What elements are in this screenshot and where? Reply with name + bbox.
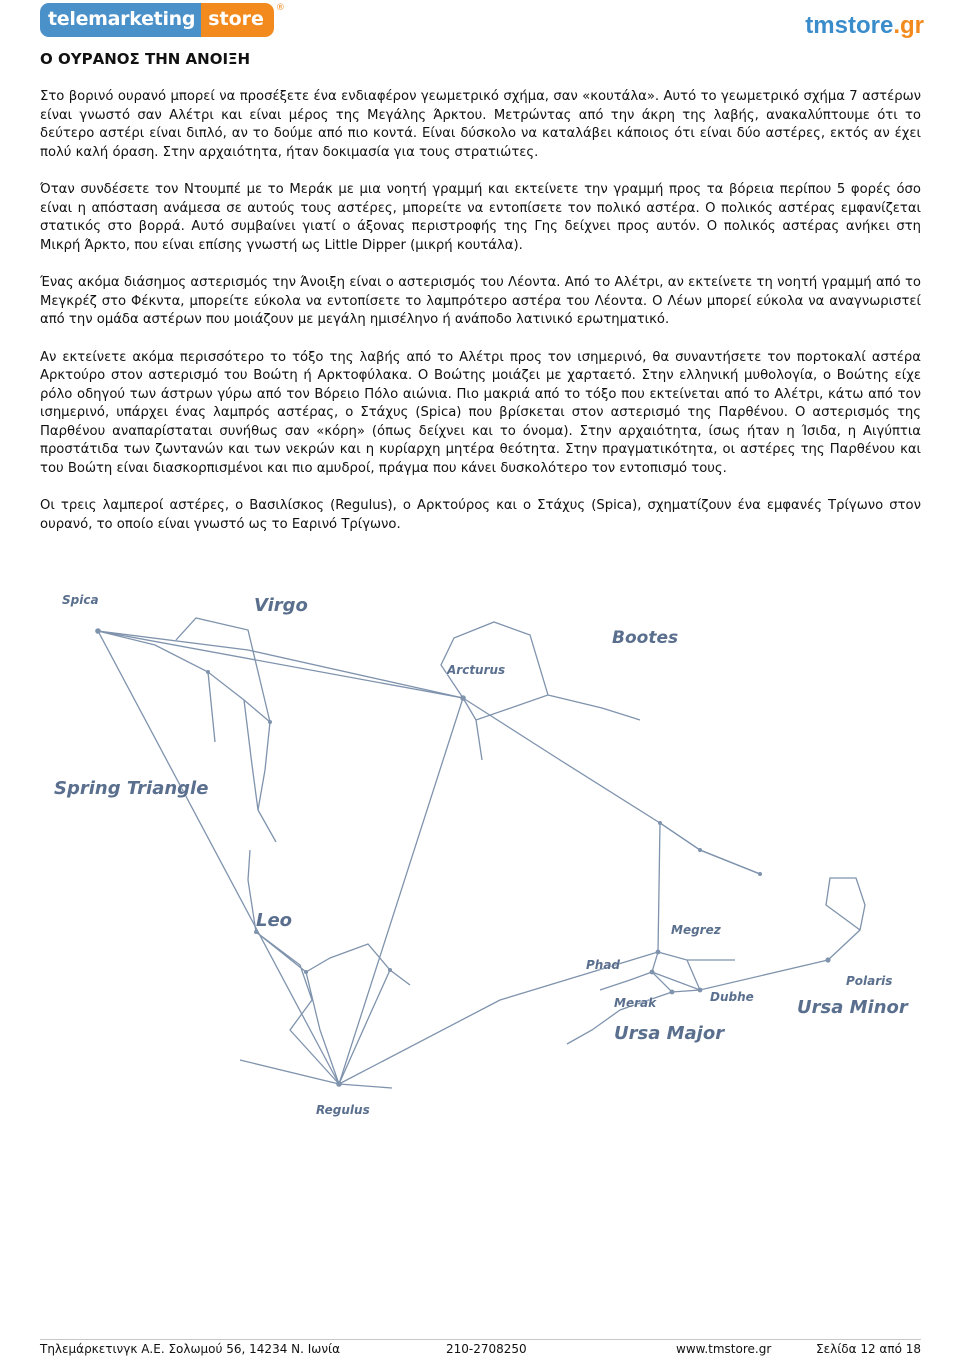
dubhe-star [698, 988, 703, 993]
constellation-lines [98, 618, 865, 1088]
star-chart [40, 575, 921, 1135]
site-brand-name: tmstore [805, 12, 894, 39]
leo-star [388, 968, 392, 972]
ursa-major-bowl-line [652, 952, 700, 992]
pointer-line [652, 960, 828, 990]
bootes-line [476, 720, 482, 760]
leo-line [339, 970, 390, 1084]
paragraph-polaris: Όταν συνδέσετε τον Ντουμπέ με το Μεράκ με μια νοητή γραμμή και εκτείνετε την γραμμή προς τα βόρεια περίπου 5 φορές όσο είναι η απόσταση ανάμεσα σε αυτούς τους αστέρες, μπορείτε να εντοπίσετε τον πολικό αστέρα. Ο πολικός αστέρας εμφανίζεται στατικός στο βορρά. Αυτό συμβαίνει γιατί ο άξονας περιστροφής της Γης δείχνει προς αυτόν. Ο πολικός αστέρας ανήκει στη Μικρή Άρκτο, που είναι επίσης γνωστή ως Little Dipper (μικρή κουτάλα). [40, 182, 921, 253]
virgo-line [244, 700, 258, 810]
bootes-line [548, 695, 640, 720]
paragraph-big-dipper: Στο βορινό ουρανό μπορεί να προσέξετε ένα ενδιαφέρον γεωμετρικό σχήμα, σαν «κουτάλα». Αυτό το γεωμετρικό σχήμα 7 αστέρων είναι γνωστό σαν Αλέτρι και είναι μέρος της Μεγάλης Άρκτου. Μετρώντας από την άκρη της λαβής, ανακαλύπτουμε ότι το δεύτερο αστέρι είναι διπλό, αν το δούμε από πιο κοντά. Είναι δύσκολο να καταλάβει κάποιος ότι είναι δύο αστέρες, εκτός αν έχει πολύ καλή όραση. Στην αρχαιότητα, ήταν δοκιμασία για τους στρατιώτες. [40, 89, 921, 160]
ursa-major-leg-line [600, 972, 652, 990]
megrez-star [656, 950, 661, 955]
merak-star [670, 990, 675, 995]
label-bootes: Bootes [612, 628, 679, 648]
handle-star [758, 872, 762, 876]
label-spring-triangle: Spring Triangle [54, 778, 209, 799]
star-chart-labels [54, 593, 909, 1117]
label-virgo: Virgo [254, 595, 308, 616]
polaris-star [825, 957, 830, 962]
page-title: Ο ΟΥΡΑΝΟΣ ΤΗΝ ΑΝΟΙΞΗ [40, 50, 251, 68]
label-regulus: Regulus [316, 1103, 370, 1117]
site-brand-tld: .gr [893, 12, 924, 39]
virgo-line [98, 631, 270, 722]
label-leo: Leo [256, 910, 293, 931]
paragraph-leo: Ένας ακόμα διάσημος αστερισμός την Άνοιξη είναι ο αστερισμός του Λέοντα. Από το Αλέτρι, αν εκτείνετε τη νοητή γραμμή από το Μεγκρέζ στο Φέκντα, μπορείτε εύκολα να εντοπίσετε το λαμπρότερο αστέρα του Λέοντα. Ο Λέων μπορεί εύκολα να αναγνωριστεί από την ομάδα αστέρων που μοιάζουν με μεγάλη ημισέληνο ή ανάποδο λατινικό ερωτηματικό. [40, 275, 921, 327]
label-megrez: Megrez [671, 923, 721, 937]
footer-phone: 210-2708250 [446, 1342, 527, 1356]
handle-star [698, 848, 702, 852]
phad-star [650, 970, 655, 975]
footer-company: Τηλεμάρκετινγκ Α.Ε. Σολωμού 56, 14234 Ν. Ιωνία [40, 1342, 341, 1356]
label-ursa-minor: Ursa Minor [797, 997, 908, 1018]
paragraph-spring-triangle: Οι τρεις λαμπεροί αστέρες, ο Βασιλίσκος (Regulus), ο Αρκτούρος και ο Στάχυς (Spica), σχηματίζουν ένα εμφανές Τρίγωνο στον ουρανό, το οποίο είναι γνωστό ως το Εαρινό Τρίγωνο. [40, 498, 921, 532]
label-phad: Phad [586, 958, 621, 972]
leo-line [306, 944, 410, 985]
leo-star [304, 970, 308, 974]
arcturus-star [460, 695, 466, 701]
logo-main-text: telemarketing [40, 3, 201, 37]
label-merak: Merak [614, 996, 657, 1010]
label-arcturus: Arcturus [447, 663, 506, 677]
label-polaris: Polaris [846, 974, 893, 988]
logo-store-text: store [201, 3, 274, 37]
label-ursa-major: Ursa Major [614, 1023, 725, 1044]
spring-triangle-line [98, 631, 463, 1084]
footer-website[interactable]: www.tmstore.gr [676, 1342, 772, 1356]
telemarketing-store-logo [40, 3, 285, 37]
page-footer [40, 1339, 921, 1356]
ursa-minor-line [826, 878, 865, 960]
arc-to-arcturus-line [463, 698, 760, 874]
footer-page-number: Σελίδα 12 από 18 [816, 1342, 921, 1356]
virgo-line [208, 672, 215, 742]
virgo-star [268, 720, 272, 724]
handle-star [658, 821, 662, 825]
paragraph-bootes-virgo: Αν εκτείνετε ακόμα περισσότερο το τόξο της λαβής από το Αλέτρι προς τον ισημερινό, θα συναντήσετε τον πορτοκαλί αστέρα Αρκτούρο στον αστερισμό του Βοώτη ή Αρκτοφύλακα. Ο Βοώτης μοιάζει με χαρταετό. Στην ελληνική μυθολογία, ο Βοώτης είχε ρόλο οδηγού των άστρων γύρω από τον Βόρειο Πόλο αιώνια. Πιο μακριά από το τόξο που εκτείνεται από το Αλέτρι, κάτω από τον ισημερινό, υπάρχει ένας λαμπρός αστέρας, ο Στάχυς (Spica) που βρίσκεται στον αστερισμό της Παρθένου. Ο αστερισμός της Παρθένου αναπαρίσταται συνήθως σαν «κόρη» (όπως δείχνει και το όνομα). Στην αρχαιότητα, ίσως ήταν η Ίσιδα, η Αιγύπτια προστάτιδα των ζωντανών και των νεκρών και η κυρίαρχη μητέρα θεότητα. Στην πραγματικότητα, οι αστέρες της Παρθένου και του Βοώτη είναι διασκορπισμένοι και πιο αμυδροί, πράγμα που κάνει δυσκολότερο τον εντοπισμό τους. [40, 349, 921, 476]
leo-line [240, 1060, 392, 1088]
label-spica: Spica [62, 593, 99, 607]
spica-star [95, 628, 101, 634]
regulus-star [336, 1081, 342, 1087]
article-body [40, 88, 921, 553]
virgo-line [176, 618, 270, 722]
virgo-star [206, 670, 210, 674]
label-dubhe: Dubhe [710, 990, 754, 1004]
star-chart-svg [40, 575, 921, 1135]
virgo-line [258, 722, 276, 842]
site-brand[interactable] [805, 12, 924, 40]
logo-registered-mark: ® [275, 3, 285, 13]
